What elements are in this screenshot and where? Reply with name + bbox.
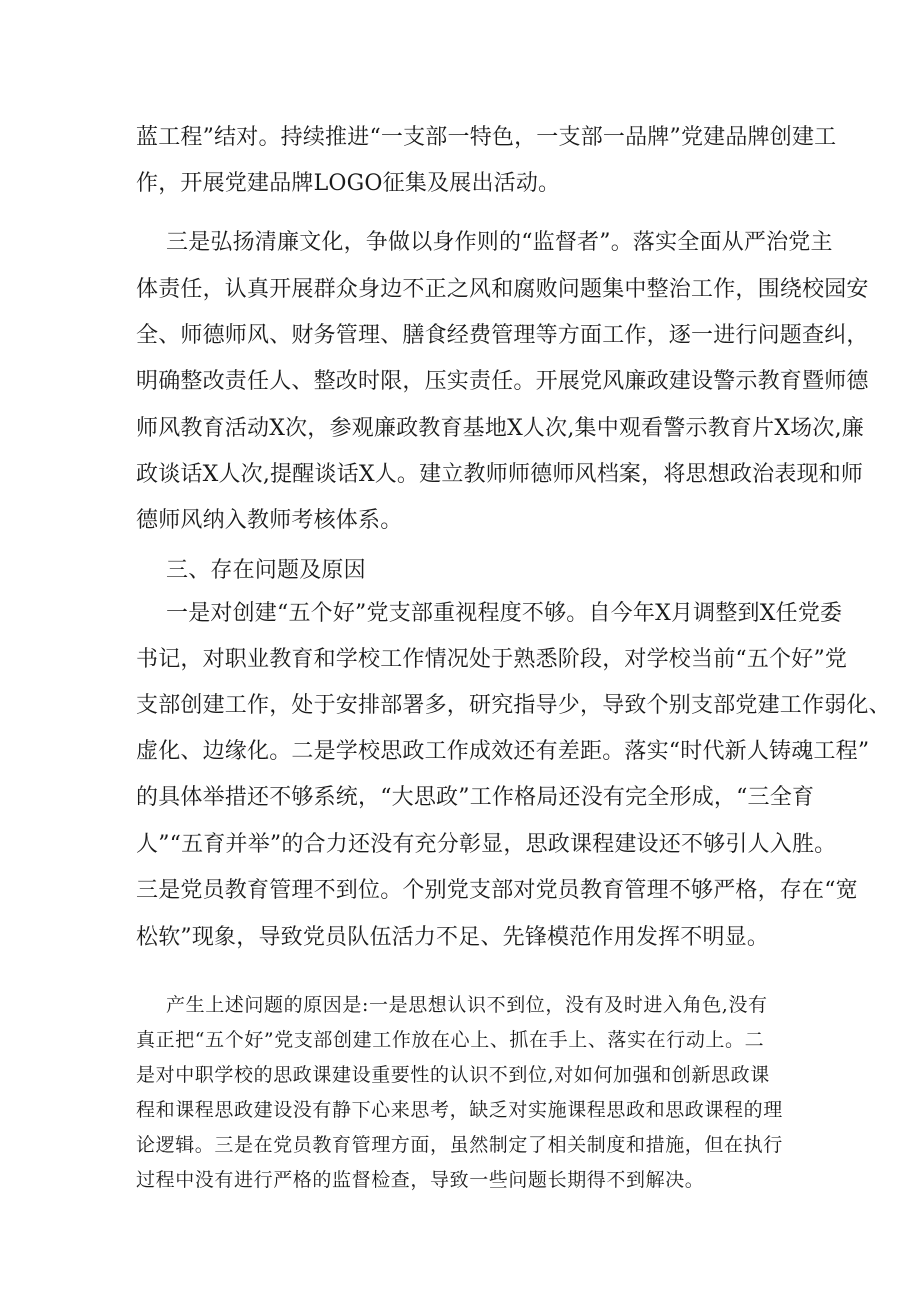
- text-line: 真正把“五个好”党支部创建工作放在心上、抓在手上、落实在行动上。二: [136, 1029, 765, 1051]
- text-line: 人”“五育并举”的合力还没有充分彰显，思政课程建设还不够引人入胜。: [136, 832, 837, 857]
- text-line: 德师风纳入教师考核体系。: [136, 508, 403, 533]
- text-line: 师风教育活动X次，参观廉政教育基地X人次,集中观看警示教育片X场次,廉: [136, 416, 864, 441]
- text-line: 过程中没有进行严格的监督检查，导致一些问题长期得不到解决。: [136, 1169, 705, 1191]
- text-line: 三是党员教育管理不到位。个别党支部对党员教育管理不够严格，存在“宽: [136, 878, 858, 903]
- text-line: 松软”现象，导致党员队伍活力不足、先锋模范作用发挥不明显。: [136, 925, 770, 950]
- text-line: 书记，对职业教育和学校工作情况处于熟悉阶段，对学校当前“五个好”党: [136, 647, 848, 672]
- text-line: 政谈话X人次,提醒谈话X人。建立教师师德师风档案，将思想政治表现和师: [136, 462, 864, 487]
- text-line: 程和课程思政建设没有静下心来思考，缺乏对实施课程思政和思政课程的理: [136, 1099, 783, 1121]
- text-line: 明确整改责任人、整改时限，压实责任。开展党风廉政建设警示教育暨师德: [136, 369, 869, 394]
- section-heading: 三、存在问题及原因: [166, 558, 366, 583]
- paragraph-first-line: 三是弘扬清廉文化，争做以身作则的“监督者”。落实全面从严治党主: [166, 230, 833, 255]
- text-line: 体责任，认真开展群众身边不正之风和腐败问题集中整治工作，围绕校园安: [136, 277, 869, 302]
- paragraph-first-line: 产生上述问题的原因是:一是思想认识不到位，没有及时进入角色,没有: [166, 994, 768, 1016]
- text-line: 是对中职学校的思政课建设重要性的认识不到位,对如何加强和创新思政课: [136, 1064, 770, 1086]
- text-line: 论逻辑。三是在党员教育管理方面，虽然制定了相关制度和措施，但在执行: [136, 1134, 783, 1156]
- text-line: 全、师德师风、财务管理、膳食经费管理等方面工作，逐一进行问题查纠，: [136, 323, 869, 348]
- text-line: 作，开展党建品牌LOGO征集及展出活动。: [136, 171, 561, 196]
- text-line: 虚化、边缘化。二是学校思政工作成效还有差距。落实“时代新人铸魂工程”: [136, 739, 870, 764]
- text-line: 蓝工程”结对。持续推进“一支部一特色，一支部一品牌”党建品牌创建工: [136, 125, 837, 150]
- text-line: 的具体举措还不够系统，“大思政”工作格局还没有完全形成，“三全育: [136, 785, 815, 810]
- text-line: 支部创建工作，处于安排部署多，研究指导少，导致个别支部党建工作弱化、: [136, 693, 891, 718]
- paragraph-first-line: 一是对创建“五个好”党支部重视程度不够。自今年X月调整到X任党委: [166, 601, 843, 626]
